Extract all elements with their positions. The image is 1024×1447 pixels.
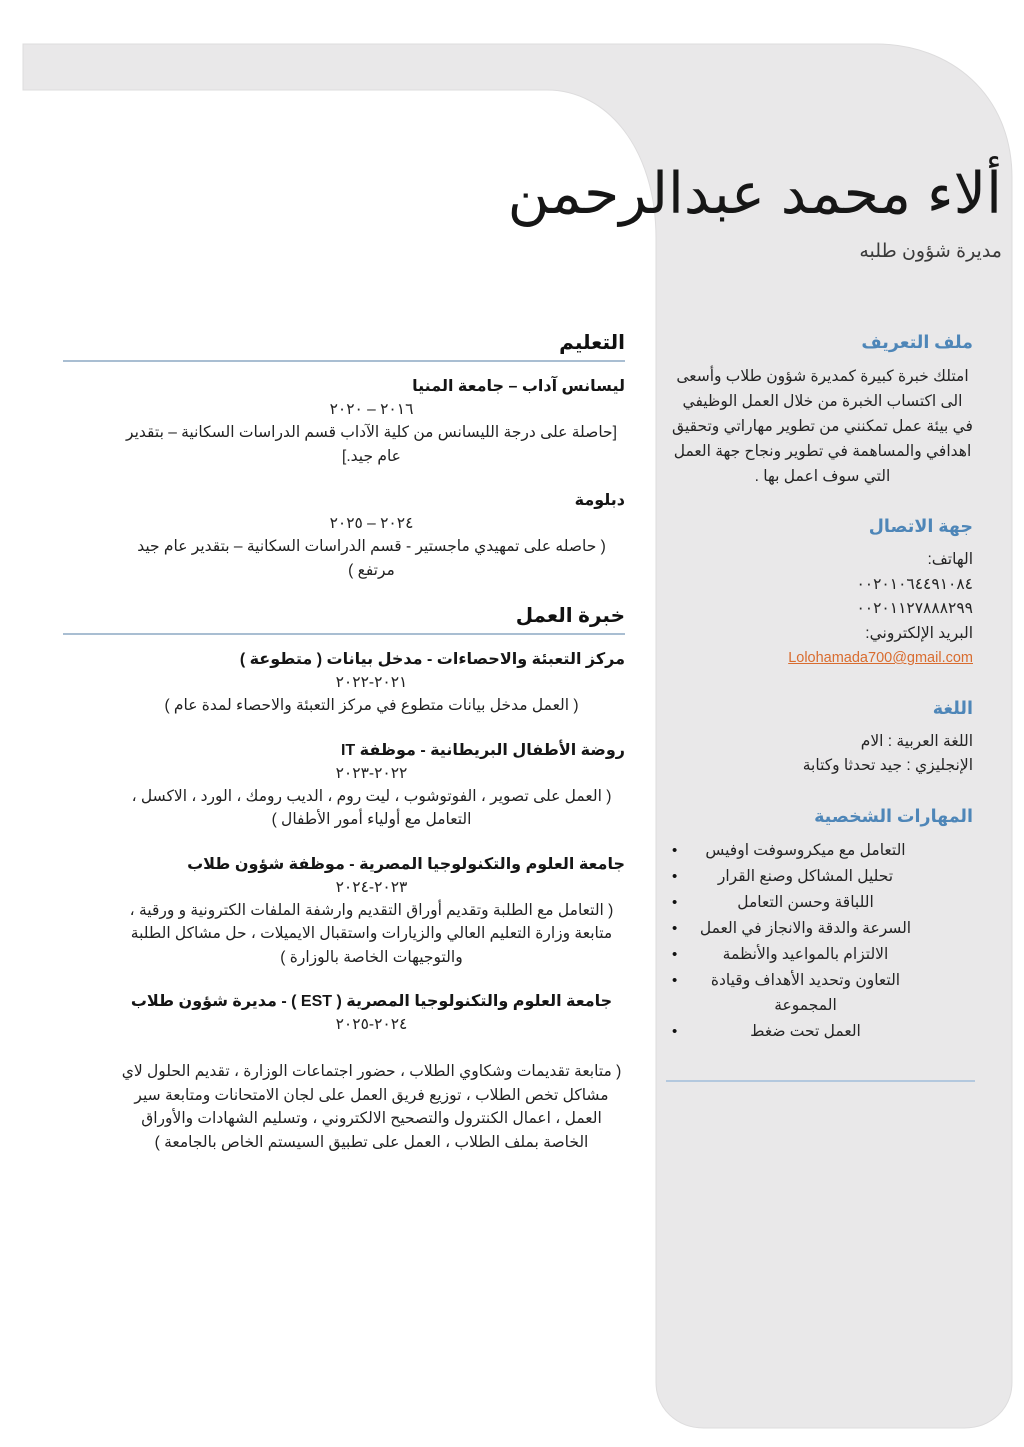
- sidebar-divider-line: [666, 1080, 975, 1082]
- skill-item: [672, 1019, 913, 1044]
- education-item: [118, 489, 625, 582]
- skill-label: اللباقة وحسن التعامل: [737, 893, 874, 911]
- phone-number: ٠٠٢٠١٠٦٤٤٩١٠٨٤: [856, 575, 973, 593]
- degree-title: ليسانس آداب – جامعة المنيا: [412, 378, 625, 395]
- contact-heading: جهة الاتصال: [868, 516, 973, 536]
- sidebar: [672, 332, 973, 1082]
- phone-number: ٠٠٢٠١١٢٧٨٨٨٢٩٩: [856, 600, 973, 617]
- experience-item: [118, 990, 625, 1154]
- language-item: الإنجليزي : جيد تحدثا وكتابة: [802, 757, 973, 774]
- bullet-icon: [672, 838, 698, 863]
- email-row: [672, 646, 973, 671]
- education-section: [118, 375, 625, 582]
- bullet-icon: [672, 968, 698, 993]
- person-name: ألاء محمد عبدالرحمن: [507, 162, 1002, 226]
- language-item: اللغة العربية : الام: [860, 732, 973, 750]
- skill-label: الالتزام بالمواعيد والأنظمة: [722, 945, 889, 963]
- job-entry-title: روضة الأطفال البريطانية - موظفة IT: [340, 741, 625, 759]
- degree-title: دبلومة: [574, 492, 625, 509]
- bullet-icon: [672, 864, 698, 889]
- job-entry-dates: ٢٠٢٢-٢٠٢٣: [335, 764, 408, 782]
- job-entry-title: جامعة العلوم والتكنولوجيا المصرية - موظفة شؤون طلاب: [187, 855, 625, 873]
- profile-text: امتلك خبرة كبيرة كمديرة شؤون طلاب وأسعى الى اكتساب الخبرة من خلال العمل الوظيفي في بيئة عمل تمكنني من تطوير مهاراتي وتحقيق اهدافي والمساهمة في تطوير ونجاح جهة العمل التي سوف اعمل بها .: [672, 368, 973, 485]
- job-title: مديرة شؤون طلبه: [859, 241, 1002, 263]
- skill-item: [672, 968, 913, 1018]
- job-entry-dates: ٢٠٢١-٢٠٢٢: [335, 674, 408, 691]
- job-entry-dates: ٢٠٢٤-٢٠٢٥: [335, 1016, 408, 1033]
- skills-section: [672, 806, 973, 1044]
- skill-item: [672, 942, 913, 967]
- email-link[interactable]: Lolohamada700@gmail.com: [788, 650, 973, 666]
- experience-item: [118, 739, 625, 832]
- education-item: [118, 375, 625, 468]
- skill-item: [672, 864, 913, 889]
- header: [508, 150, 1002, 263]
- main-column: [63, 330, 625, 1175]
- skill-label: العمل تحت ضغط: [750, 1022, 861, 1040]
- profile-section: [672, 332, 973, 489]
- experience-item: [118, 648, 625, 718]
- education-heading: التعليم: [63, 330, 625, 362]
- job-entry-description: ( متابعة تقديمات وشكاوي الطلاب ، حضور اجتماعات الوزارة ، تقديم الحلول لاي مشاكل تخص الطلاب ، توزيع فريق العمل على لجان الامتحانات ومتابعة سير العمل ، اعمال الكنترول والتصحيح الالكتروني ، وتسليم الشهادات والأوراق الخاصة بملف الطلاب ، العمل على تطبيق السيستم الخاص بالجامعة ): [121, 1063, 622, 1151]
- bullet-icon: [672, 942, 698, 967]
- skill-item: [672, 916, 913, 941]
- skills-heading: المهارات الشخصية: [814, 805, 973, 826]
- email-label: البريد الإلكتروني:: [865, 624, 973, 642]
- language-section: [672, 698, 973, 779]
- skill-label: التعامل مع ميكروسوفت اوفيس: [705, 841, 906, 859]
- bullet-icon: [672, 916, 698, 941]
- skills-list: [672, 838, 973, 1044]
- contact-section: [672, 516, 973, 671]
- degree-description: ( حاصله على تمهيدي ماجستير - قسم الدراسات السكانية – بتقدير عام جيد مرتفع ): [137, 538, 606, 579]
- job-entry-title: مركز التعبئة والاحصاءات - مدخل بيانات ( متطوعة ): [239, 651, 625, 668]
- experience-item: [118, 853, 625, 970]
- skill-label: التعاون وتحديد الأهداف وقيادة المجموعة: [710, 971, 901, 1014]
- degree-description: [حاصلة على درجة الليسانس من كلية الآداب قسم الدراسات السكانية – بتقدير عام جيد.]: [126, 424, 617, 465]
- skill-label: السرعة والدقة والانجاز في العمل: [699, 919, 912, 937]
- experience-section: [118, 648, 625, 1154]
- bullet-icon: [672, 890, 698, 915]
- skill-item: [672, 838, 913, 863]
- job-entry-dates: ٢٠٢٣-٢٠٢٤: [335, 878, 408, 896]
- degree-dates: ٢٠٢٤ – ٢٠٢٥: [329, 515, 414, 532]
- profile-heading: ملف التعريف: [861, 332, 973, 352]
- phone-label: الهاتف:: [927, 551, 973, 568]
- language-heading: اللغة: [932, 697, 973, 718]
- degree-dates: ٢٠١٦ – ٢٠٢٠: [329, 401, 414, 418]
- job-entry-description: ( العمل على تصوير ، الفوتوشوب ، ليت روم ، الديب رومك ، الورد ، الاكسل ، التعامل مع أولياء أمور الأطفال ): [131, 787, 612, 828]
- bullet-icon: [672, 1019, 698, 1044]
- skill-label: تحليل المشاكل وصنع القرار: [717, 867, 894, 885]
- experience-heading: خبرة العمل: [63, 603, 625, 635]
- job-entry-title: جامعة العلوم والتكنولوجيا المصرية ( EST ) - مديرة شؤون طلاب: [130, 993, 613, 1010]
- job-entry-description: ( التعامل مع الطلبة وتقديم أوراق التقديم وارشفة الملفات الكترونية و ورقية ، متابعة وزارة التعليم العالي والزيارات واستقبال الايميلات ، حل مشاكل الطلبة والتوجيهات الخاصة بالوزارة ): [129, 901, 614, 966]
- job-entry-description: ( العمل مدخل بيانات متطوع في مركز التعبئة والاحصاء لمدة عام ): [164, 697, 579, 714]
- skill-item: [672, 890, 913, 915]
